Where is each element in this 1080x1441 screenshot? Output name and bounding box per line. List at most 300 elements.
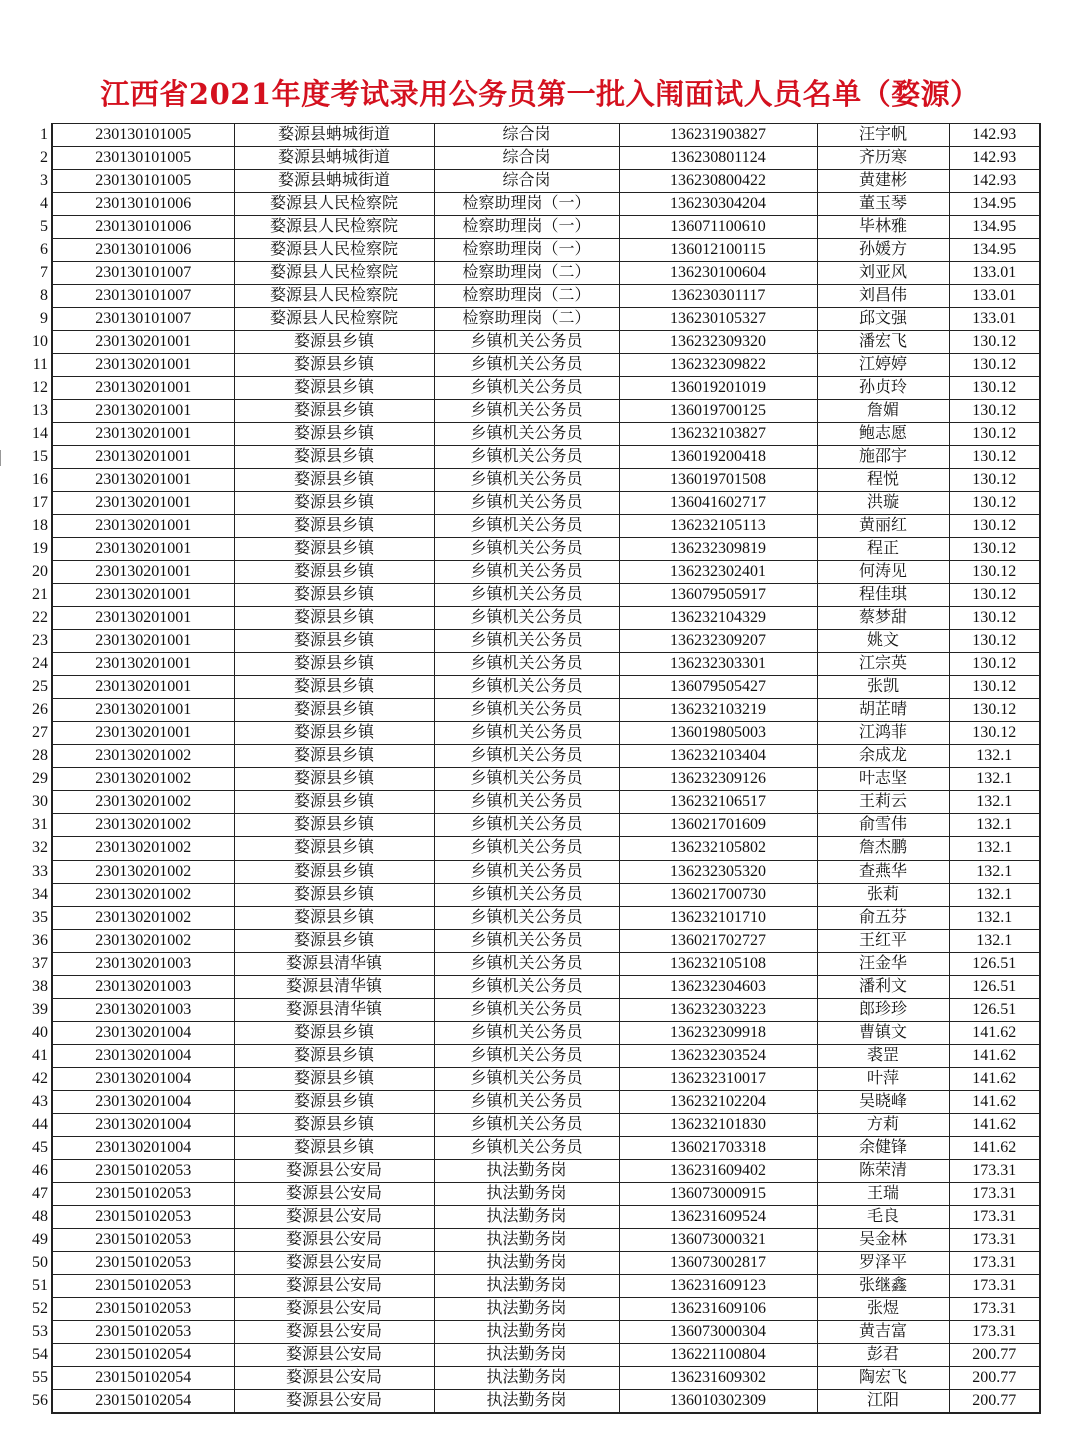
employer-cell: 婺源县清华镇 [234, 952, 434, 975]
min-score-cell: 133.01 [949, 285, 1040, 308]
position-name-cell: 执法勤务岗 [434, 1159, 619, 1182]
position-name-cell: 乡镇机关公务员 [434, 998, 619, 1021]
candidate-name-cell: 方莉 [817, 1113, 949, 1136]
exam-position-code-cell: 230150102053 [52, 1228, 234, 1251]
position-name-cell: 执法勤务岗 [434, 1389, 619, 1413]
exam-position-code-cell: 230130201004 [52, 1090, 234, 1113]
position-name-cell: 乡镇机关公务员 [434, 446, 619, 469]
min-score-cell: 173.31 [949, 1205, 1040, 1228]
min-score-cell: 130.12 [949, 561, 1040, 584]
exam-position-code-cell: 230130201001 [52, 492, 234, 515]
employer-cell: 婺源县乡镇 [234, 1136, 434, 1159]
exam-position-code-cell: 230130201002 [52, 860, 234, 883]
candidate-name-cell: 蔡梦甜 [817, 607, 949, 630]
admission-number-cell: 136232303301 [619, 653, 817, 676]
admission-number-cell: 136230100604 [619, 262, 817, 285]
exam-position-code-cell: 230130101005 [52, 124, 234, 147]
row-index-cell: 48 [22, 1205, 52, 1228]
employer-cell: 婺源县乡镇 [234, 929, 434, 952]
row-index-cell: 27 [22, 722, 52, 745]
exam-position-code-cell: 230130201001 [52, 561, 234, 584]
employer-cell: 婺源县乡镇 [234, 400, 434, 423]
table-row [22, 998, 1040, 1021]
exam-position-code-cell: 230130201004 [52, 1044, 234, 1067]
position-name-cell: 乡镇机关公务员 [434, 814, 619, 837]
position-name-cell: 乡镇机关公务员 [434, 1136, 619, 1159]
table-row [22, 308, 1040, 331]
employer-cell: 婺源县乡镇 [234, 607, 434, 630]
exam-position-code-cell: 230150102053 [52, 1297, 234, 1320]
position-name-cell: 乡镇机关公务员 [434, 515, 619, 538]
row-index-cell: 9 [22, 308, 52, 331]
admission-number-cell: 136079505427 [619, 676, 817, 699]
row-index-cell: 8 [22, 285, 52, 308]
row-index-cell: 29 [22, 768, 52, 791]
exam-position-code-cell: 230130201002 [52, 906, 234, 929]
position-name-cell: 乡镇机关公务员 [434, 1044, 619, 1067]
exam-position-code-cell: 230130201001 [52, 630, 234, 653]
table-row [22, 883, 1040, 906]
table-row [22, 630, 1040, 653]
employer-cell: 婺源县乡镇 [234, 1113, 434, 1136]
row-index-cell: 14 [22, 423, 52, 446]
candidate-name-cell: 洪璇 [817, 492, 949, 515]
admission-number-cell: 136019805003 [619, 722, 817, 745]
employer-cell: 婺源县蚺城街道 [234, 147, 434, 170]
table-row [22, 722, 1040, 745]
table-row [22, 469, 1040, 492]
row-index-cell: 34 [22, 883, 52, 906]
row-index-cell: 49 [22, 1228, 52, 1251]
table-row [22, 1228, 1040, 1251]
min-score-cell: 141.62 [949, 1067, 1040, 1090]
admission-number-cell: 136230105327 [619, 308, 817, 331]
employer-cell: 婺源县乡镇 [234, 492, 434, 515]
row-index-cell: 7 [22, 262, 52, 285]
row-index-cell: 56 [22, 1389, 52, 1413]
candidate-name-cell: 叶志坚 [817, 768, 949, 791]
candidate-name-cell: 查燕华 [817, 860, 949, 883]
table-row [22, 239, 1040, 262]
table-row [22, 584, 1040, 607]
table-row [22, 423, 1040, 446]
table-row [22, 1044, 1040, 1067]
position-name-cell: 执法勤务岗 [434, 1228, 619, 1251]
candidate-name-cell: 黄吉富 [817, 1320, 949, 1343]
employer-cell: 婺源县人民检察院 [234, 285, 434, 308]
row-index-cell: 26 [22, 699, 52, 722]
row-index-cell: 16 [22, 469, 52, 492]
table-row [22, 561, 1040, 584]
row-index-cell: 23 [22, 630, 52, 653]
row-index-cell: 37 [22, 952, 52, 975]
position-name-cell: 检察助理岗（二） [434, 308, 619, 331]
position-name-cell: 乡镇机关公务员 [434, 906, 619, 929]
admission-number-cell: 136232310017 [619, 1067, 817, 1090]
row-index-cell: 15 [22, 446, 52, 469]
candidate-name-cell: 潘宏飞 [817, 331, 949, 354]
exam-position-code-cell: 230130201001 [52, 699, 234, 722]
employer-cell: 婺源县公安局 [234, 1320, 434, 1343]
candidate-name-cell: 王瑞 [817, 1182, 949, 1205]
min-score-cell: 126.51 [949, 998, 1040, 1021]
row-index-cell: 25 [22, 676, 52, 699]
exam-position-code-cell: 230130101006 [52, 239, 234, 262]
exam-position-code-cell: 230130201001 [52, 653, 234, 676]
min-score-cell: 130.12 [949, 492, 1040, 515]
table-row [22, 1366, 1040, 1389]
min-score-cell: 132.1 [949, 837, 1040, 860]
row-index-cell: 45 [22, 1136, 52, 1159]
candidate-name-cell: 张煜 [817, 1297, 949, 1320]
position-name-cell: 乡镇机关公务员 [434, 722, 619, 745]
row-index-cell: 42 [22, 1067, 52, 1090]
min-score-cell: 133.01 [949, 262, 1040, 285]
table-row [22, 1343, 1040, 1366]
position-name-cell: 乡镇机关公务员 [434, 584, 619, 607]
row-index-cell: 55 [22, 1366, 52, 1389]
exam-position-code-cell: 230130201002 [52, 929, 234, 952]
table-row [22, 1274, 1040, 1297]
row-index-cell: 24 [22, 653, 52, 676]
employer-cell: 婺源县公安局 [234, 1159, 434, 1182]
employer-cell: 婺源县公安局 [234, 1389, 434, 1413]
min-score-cell: 130.12 [949, 538, 1040, 561]
admission-number-cell: 136232309819 [619, 538, 817, 561]
candidate-name-cell: 江婷婷 [817, 354, 949, 377]
min-score-cell: 141.62 [949, 1090, 1040, 1113]
table-row [22, 1067, 1040, 1090]
candidate-name-cell: 余成龙 [817, 745, 949, 768]
row-index-cell: 19 [22, 538, 52, 561]
candidate-name-cell: 吴金林 [817, 1228, 949, 1251]
exam-position-code-cell: 230130101006 [52, 193, 234, 216]
employer-cell: 婺源县乡镇 [234, 423, 434, 446]
row-index-cell: 47 [22, 1182, 52, 1205]
exam-position-code-cell: 230150102053 [52, 1274, 234, 1297]
exam-position-code-cell: 230130201001 [52, 423, 234, 446]
table-row [22, 515, 1040, 538]
employer-cell: 婺源县清华镇 [234, 975, 434, 998]
edge-mark [0, 450, 1, 466]
min-score-cell: 200.77 [949, 1343, 1040, 1366]
admission-number-cell: 136019701508 [619, 469, 817, 492]
min-score-cell: 132.1 [949, 745, 1040, 768]
table-row [22, 147, 1040, 170]
table-row [22, 837, 1040, 860]
candidate-name-cell: 邱文强 [817, 308, 949, 331]
position-name-cell: 检察助理岗（一） [434, 216, 619, 239]
min-score-cell: 130.12 [949, 400, 1040, 423]
admission-number-cell: 136232105802 [619, 837, 817, 860]
position-name-cell: 乡镇机关公务员 [434, 791, 619, 814]
employer-cell: 婺源县乡镇 [234, 883, 434, 906]
row-index-cell: 35 [22, 906, 52, 929]
position-name-cell: 检察助理岗（二） [434, 285, 619, 308]
row-index-cell: 44 [22, 1113, 52, 1136]
min-score-cell: 142.93 [949, 147, 1040, 170]
admission-number-cell: 136221100804 [619, 1343, 817, 1366]
candidate-name-cell: 詹媚 [817, 400, 949, 423]
admission-number-cell: 136232105113 [619, 515, 817, 538]
employer-cell: 婺源县公安局 [234, 1228, 434, 1251]
table-row [22, 975, 1040, 998]
candidate-name-cell: 陶宏飞 [817, 1366, 949, 1389]
min-score-cell: 141.62 [949, 1113, 1040, 1136]
admission-number-cell: 136231609123 [619, 1274, 817, 1297]
candidate-name-cell: 毕林雅 [817, 216, 949, 239]
candidate-name-cell: 孙贞玲 [817, 377, 949, 400]
page-title: 江西省2021年度考试录用公务员第一批入闱面试人员名单（婺源） [100, 77, 980, 111]
min-score-cell: 130.12 [949, 423, 1040, 446]
table-row [22, 676, 1040, 699]
table-row [22, 170, 1040, 193]
min-score-cell: 173.31 [949, 1320, 1040, 1343]
candidate-name-cell: 汪金华 [817, 952, 949, 975]
candidate-name-cell: 彭君 [817, 1343, 949, 1366]
admission-number-cell: 136021702727 [619, 929, 817, 952]
candidate-name-cell: 裘罡 [817, 1044, 949, 1067]
exam-position-code-cell: 230130201001 [52, 515, 234, 538]
position-name-cell: 乡镇机关公务员 [434, 377, 619, 400]
position-name-cell: 执法勤务岗 [434, 1320, 619, 1343]
candidate-name-cell: 胡芷晴 [817, 699, 949, 722]
min-score-cell: 141.62 [949, 1021, 1040, 1044]
employer-cell: 婺源县乡镇 [234, 791, 434, 814]
min-score-cell: 173.31 [949, 1251, 1040, 1274]
exam-position-code-cell: 230130201004 [52, 1021, 234, 1044]
position-name-cell: 乡镇机关公务员 [434, 745, 619, 768]
admission-number-cell: 136230304204 [619, 193, 817, 216]
admission-number-cell: 136230800422 [619, 170, 817, 193]
row-index-cell: 10 [22, 331, 52, 354]
candidate-name-cell: 曹镇文 [817, 1021, 949, 1044]
admission-number-cell: 136019201019 [619, 377, 817, 400]
admission-number-cell: 136073000304 [619, 1320, 817, 1343]
row-index-cell: 13 [22, 400, 52, 423]
exam-position-code-cell: 230130201003 [52, 998, 234, 1021]
candidate-name-cell: 俞五芬 [817, 906, 949, 929]
min-score-cell: 132.1 [949, 768, 1040, 791]
candidate-name-cell: 江鸿菲 [817, 722, 949, 745]
admission-number-cell: 136232105108 [619, 952, 817, 975]
row-index-cell: 3 [22, 170, 52, 193]
candidate-name-cell: 何涛见 [817, 561, 949, 584]
exam-position-code-cell: 230130201001 [52, 722, 234, 745]
position-name-cell: 乡镇机关公务员 [434, 469, 619, 492]
candidate-name-cell: 俞雪伟 [817, 814, 949, 837]
candidate-table [22, 123, 1041, 1414]
min-score-cell: 173.31 [949, 1297, 1040, 1320]
admission-number-cell: 136231903827 [619, 124, 817, 147]
employer-cell: 婺源县乡镇 [234, 722, 434, 745]
position-name-cell: 综合岗 [434, 170, 619, 193]
exam-position-code-cell: 230130101007 [52, 262, 234, 285]
row-index-cell: 20 [22, 561, 52, 584]
employer-cell: 婺源县公安局 [234, 1205, 434, 1228]
candidate-name-cell: 汪宇帆 [817, 124, 949, 147]
candidate-name-cell: 詹杰鹏 [817, 837, 949, 860]
employer-cell: 婺源县乡镇 [234, 561, 434, 584]
table-row [22, 1159, 1040, 1182]
admission-number-cell: 136071100610 [619, 216, 817, 239]
employer-cell: 婺源县公安局 [234, 1274, 434, 1297]
position-name-cell: 乡镇机关公务员 [434, 653, 619, 676]
position-name-cell: 乡镇机关公务员 [434, 561, 619, 584]
exam-position-code-cell: 230130201002 [52, 837, 234, 860]
exam-position-code-cell: 230130201002 [52, 791, 234, 814]
row-index-cell: 31 [22, 814, 52, 837]
admission-number-cell: 136231609106 [619, 1297, 817, 1320]
employer-cell: 婺源县公安局 [234, 1182, 434, 1205]
min-score-cell: 132.1 [949, 860, 1040, 883]
position-name-cell: 乡镇机关公务员 [434, 837, 619, 860]
position-name-cell: 乡镇机关公务员 [434, 630, 619, 653]
exam-position-code-cell: 230150102053 [52, 1159, 234, 1182]
row-index-cell: 38 [22, 975, 52, 998]
candidate-name-cell: 吴晓峰 [817, 1090, 949, 1113]
employer-cell: 婺源县公安局 [234, 1297, 434, 1320]
exam-position-code-cell: 230130101005 [52, 147, 234, 170]
min-score-cell: 132.1 [949, 906, 1040, 929]
admission-number-cell: 136232103827 [619, 423, 817, 446]
min-score-cell: 130.12 [949, 446, 1040, 469]
row-index-cell: 32 [22, 837, 52, 860]
candidate-name-cell: 罗泽平 [817, 1251, 949, 1274]
table-row [22, 538, 1040, 561]
position-name-cell: 乡镇机关公务员 [434, 1090, 619, 1113]
admission-number-cell: 136232303223 [619, 998, 817, 1021]
min-score-cell: 133.01 [949, 308, 1040, 331]
table-row [22, 814, 1040, 837]
exam-position-code-cell: 230130201001 [52, 354, 234, 377]
employer-cell: 婺源县乡镇 [234, 469, 434, 492]
table-row [22, 653, 1040, 676]
position-name-cell: 乡镇机关公务员 [434, 883, 619, 906]
admission-number-cell: 136073000321 [619, 1228, 817, 1251]
exam-position-code-cell: 230130201002 [52, 768, 234, 791]
candidate-name-cell: 王红平 [817, 929, 949, 952]
employer-cell: 婺源县乡镇 [234, 814, 434, 837]
employer-cell: 婺源县乡镇 [234, 906, 434, 929]
position-name-cell: 乡镇机关公务员 [434, 423, 619, 446]
table-row [22, 354, 1040, 377]
position-name-cell: 乡镇机关公务员 [434, 952, 619, 975]
table-row [22, 1389, 1040, 1413]
candidate-name-cell: 施邵宇 [817, 446, 949, 469]
employer-cell: 婺源县人民检察院 [234, 308, 434, 331]
table-row [22, 400, 1040, 423]
min-score-cell: 130.12 [949, 722, 1040, 745]
exam-position-code-cell: 230150102053 [52, 1182, 234, 1205]
table-row [22, 745, 1040, 768]
row-index-cell: 50 [22, 1251, 52, 1274]
admission-number-cell: 136230301117 [619, 285, 817, 308]
min-score-cell: 130.12 [949, 584, 1040, 607]
admission-number-cell: 136232305320 [619, 860, 817, 883]
employer-cell: 婺源县乡镇 [234, 676, 434, 699]
candidate-name-cell: 孙媛方 [817, 239, 949, 262]
admission-number-cell: 136232309126 [619, 768, 817, 791]
employer-cell: 婺源县乡镇 [234, 1021, 434, 1044]
employer-cell: 婺源县乡镇 [234, 630, 434, 653]
exam-position-code-cell: 230130201001 [52, 676, 234, 699]
row-index-cell: 22 [22, 607, 52, 630]
employer-cell: 婺源县乡镇 [234, 1044, 434, 1067]
min-score-cell: 130.12 [949, 653, 1040, 676]
position-name-cell: 乡镇机关公务员 [434, 975, 619, 998]
table-row [22, 216, 1040, 239]
admission-number-cell: 136019700125 [619, 400, 817, 423]
table-row [22, 331, 1040, 354]
admission-number-cell: 136232309320 [619, 331, 817, 354]
employer-cell: 婺源县公安局 [234, 1343, 434, 1366]
employer-cell: 婺源县公安局 [234, 1251, 434, 1274]
min-score-cell: 130.12 [949, 469, 1040, 492]
candidate-name-cell: 郎珍珍 [817, 998, 949, 1021]
row-index-cell: 33 [22, 860, 52, 883]
table-row [22, 1021, 1040, 1044]
exam-position-code-cell: 230150102054 [52, 1343, 234, 1366]
min-score-cell: 141.62 [949, 1136, 1040, 1159]
table-row [22, 791, 1040, 814]
table-row [22, 699, 1040, 722]
exam-position-code-cell: 230130201001 [52, 446, 234, 469]
table-row [22, 1320, 1040, 1343]
candidate-name-cell: 黄建彬 [817, 170, 949, 193]
min-score-cell: 130.12 [949, 354, 1040, 377]
position-name-cell: 乡镇机关公务员 [434, 699, 619, 722]
row-index-cell: 41 [22, 1044, 52, 1067]
position-name-cell: 执法勤务岗 [434, 1297, 619, 1320]
admission-number-cell: 136232303524 [619, 1044, 817, 1067]
exam-position-code-cell: 230130201004 [52, 1067, 234, 1090]
table-row [22, 193, 1040, 216]
table-row [22, 262, 1040, 285]
employer-cell: 婺源县乡镇 [234, 584, 434, 607]
min-score-cell: 130.12 [949, 377, 1040, 400]
admission-number-cell: 136232104329 [619, 607, 817, 630]
exam-position-code-cell: 230150102053 [52, 1320, 234, 1343]
employer-cell: 婺源县乡镇 [234, 768, 434, 791]
table-body [22, 124, 1040, 1413]
row-index-cell: 2 [22, 147, 52, 170]
table-row [22, 768, 1040, 791]
employer-cell: 婺源县乡镇 [234, 837, 434, 860]
row-index-cell: 30 [22, 791, 52, 814]
candidate-name-cell: 董玉琴 [817, 193, 949, 216]
min-score-cell: 173.31 [949, 1182, 1040, 1205]
table-row [22, 1205, 1040, 1228]
exam-position-code-cell: 230130201001 [52, 469, 234, 492]
exam-position-code-cell: 230130101005 [52, 170, 234, 193]
position-name-cell: 乡镇机关公务员 [434, 607, 619, 630]
position-name-cell: 乡镇机关公务员 [434, 400, 619, 423]
row-index-cell: 4 [22, 193, 52, 216]
exam-position-code-cell: 230130201001 [52, 377, 234, 400]
employer-cell: 婺源县乡镇 [234, 653, 434, 676]
min-score-cell: 173.31 [949, 1159, 1040, 1182]
admission-number-cell: 136232309918 [619, 1021, 817, 1044]
admission-number-cell: 136231609524 [619, 1205, 817, 1228]
admission-number-cell: 136232302401 [619, 561, 817, 584]
min-score-cell: 130.12 [949, 607, 1040, 630]
admission-number-cell: 136019200418 [619, 446, 817, 469]
table-row [22, 607, 1040, 630]
exam-position-code-cell: 230130201001 [52, 400, 234, 423]
employer-cell: 婺源县乡镇 [234, 354, 434, 377]
exam-position-code-cell: 230130201003 [52, 975, 234, 998]
